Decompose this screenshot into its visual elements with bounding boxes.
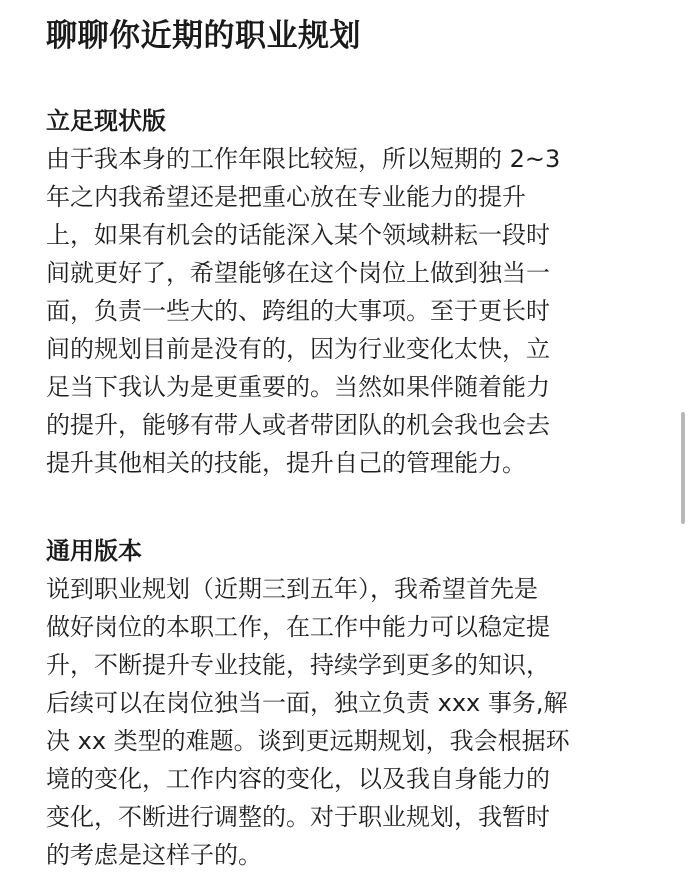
paragraph-line: 后续可以在岗位独当一面，独立负责 xxx 事务,解 — [46, 689, 568, 717]
paragraph-line: 上，如果有机会的话能深入某个领域耕耘一段时 — [46, 221, 550, 249]
paragraph-line: 变化，不断进行调整的。对于职业规划，我暂时 — [46, 803, 550, 831]
paragraph-line: 由于我本身的工作年限比较短，所以短期的 2~3 — [46, 145, 561, 173]
paragraph-line: 年之内我希望还是把重心放在专业能力的提升 — [46, 183, 526, 211]
paragraph-line: 的提升，能够有带人或者带团队的机会我也会去 — [46, 411, 550, 439]
section-heading-current-status: 立足现状版 — [46, 107, 166, 135]
paragraph-line: 决 xx 类型的难题。谈到更远期规划，我会根据环 — [46, 727, 570, 755]
section-heading-general: 通用版本 — [46, 537, 142, 565]
section-body-general — [46, 570, 646, 874]
paragraph-line: 升，不断提升专业技能，持续学到更多的知识， — [46, 651, 550, 679]
paragraph-line: 做好岗位的本职工作，在工作中能力可以稳定提 — [46, 613, 550, 641]
paragraph-line: 提升其他相关的技能，提升自己的管理能力。 — [46, 449, 526, 477]
paragraph-line: 的考虑是这样子的。 — [46, 841, 262, 869]
paragraph-line: 境的变化，工作内容的变化，以及我自身能力的 — [46, 765, 550, 793]
scrollbar-thumb[interactable] — [681, 412, 685, 524]
paragraph-line: 足当下我认为是更重要的。当然如果伴随着能力 — [46, 373, 550, 401]
section-body-current-status — [46, 140, 646, 482]
page-title: 聊聊你近期的职业规划 — [46, 18, 361, 54]
paragraph-line: 间就更好了，希望能够在这个岗位上做到独当一 — [46, 259, 550, 287]
paragraph-line: 面，负责一些大的、跨组的大事项。至于更长时 — [46, 297, 550, 325]
paragraph-line: 间的规划目前是没有的，因为行业变化太快，立 — [46, 335, 550, 363]
paragraph-line: 说到职业规划（近期三到五年），我希望首先是 — [46, 575, 538, 603]
